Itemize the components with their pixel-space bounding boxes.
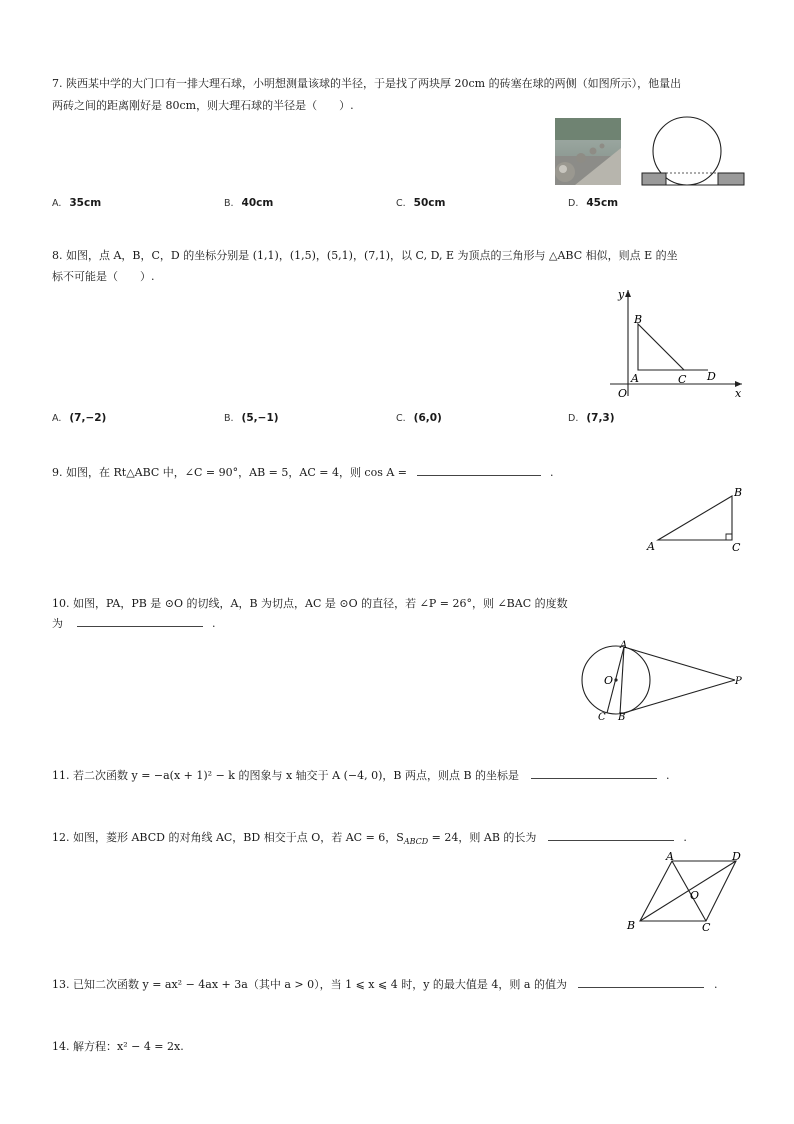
q7-option-c[interactable] — [396, 196, 445, 209]
q10-label-c: C — [598, 712, 606, 723]
q9-answer-blank[interactable] — [417, 463, 541, 476]
q10-label-b: B — [618, 712, 626, 723]
q12-text: 12. 如图，菱形 ABCD 的对角线 AC，BD 相交于点 O，若 AC = 6，S — [52, 831, 404, 844]
q13-answer-blank[interactable] — [578, 975, 704, 988]
q8-option-d[interactable] — [568, 411, 615, 424]
q12-label-b: B — [627, 919, 636, 932]
q13-end: . — [713, 978, 718, 991]
q8-label-c: C — [678, 373, 687, 386]
q11-text: 11. 若二次函数 y = −a(x + 1)² − k 的图象与 x 轴交于 A (−4, 0)，B 两点，则点 B 的坐标是 — [52, 769, 520, 782]
q7-option-b[interactable] — [224, 196, 273, 209]
q10-end: . — [212, 617, 216, 630]
option-value: 50cm — [413, 197, 446, 209]
q11-stem — [52, 765, 670, 787]
q12-figure-rhombus — [624, 851, 746, 935]
q14-stem: 14. 解方程：x² − 4 = 2x. — [52, 1040, 184, 1053]
q8-label-o: O — [618, 387, 628, 400]
q11-answer-blank[interactable] — [531, 766, 657, 779]
option-letter: C. — [396, 198, 406, 209]
q8-label-x: x — [735, 387, 742, 400]
option-value: (7,3) — [586, 412, 615, 424]
option-value: (7,−2) — [69, 412, 107, 424]
option-letter: B. — [224, 198, 234, 209]
option-letter: C. — [396, 413, 406, 424]
q10-answer-blank[interactable] — [77, 614, 203, 627]
q8-label-y: y — [618, 288, 625, 301]
q9-label-a: A — [647, 540, 655, 553]
q7-option-d[interactable] — [568, 196, 618, 209]
q11-end: . — [666, 769, 670, 782]
q8-label-b: B — [634, 313, 643, 326]
q10-text: 为 — [52, 617, 63, 630]
option-letter: D. — [568, 413, 579, 424]
q10-stem-line2 — [52, 613, 216, 635]
q10-stem-line1: 10. 如图，PA，PB 是 ⊙O 的切线，A，B 为切点，AC 是 ⊙O 的直径，若 ∠P = 26°，则 ∠BAC 的度数 — [52, 597, 568, 610]
q12-text2: = 24，则 AB 的长为 — [428, 831, 537, 844]
q12-label-o: O — [690, 889, 700, 902]
q8-option-a[interactable] — [52, 411, 106, 424]
q7-photo-marble-balls — [555, 118, 621, 185]
q12-area-subscript: ABCD — [403, 837, 429, 847]
q12-stem — [52, 827, 687, 853]
q10-label-p: P — [735, 676, 742, 687]
q7-stem-line2: 两砖之间的距离刚好是 80cm，则大理石球的半径是（ ）. — [52, 99, 354, 112]
q7-figure-ball-bricks — [641, 116, 745, 188]
q9-figure-right-triangle — [646, 484, 746, 554]
q12-label-c: C — [702, 921, 711, 934]
q9-stem — [52, 462, 554, 484]
q10-label-o: O — [604, 674, 614, 687]
q13-stem — [52, 974, 717, 996]
q12-label-d: D — [732, 851, 741, 863]
option-letter: A. — [52, 198, 62, 209]
q10-figure-circle-tangents — [580, 638, 746, 724]
q9-label-b: B — [734, 486, 743, 499]
q8-stem-line2: 标不可能是（ ）. — [52, 270, 155, 283]
q8-figure-coordinate-triangle — [604, 286, 746, 402]
option-value: (5,−1) — [241, 412, 279, 424]
q12-end: . — [683, 831, 687, 844]
option-value: 40cm — [241, 197, 274, 209]
option-letter: B. — [224, 413, 234, 424]
q7-stem-line1: 7. 陕西某中学的大门口有一排大理石球，小明想测量该球的半径，于是找了两块厚 20cm 的砖塞在球的两侧（如图所示），他量出 — [52, 77, 682, 90]
option-value: 35cm — [69, 197, 102, 209]
q12-answer-blank[interactable] — [548, 828, 674, 841]
q10-label-a: A — [620, 640, 628, 651]
q7-option-a[interactable] — [52, 196, 101, 209]
q8-stem-line1: 8. 如图，点 A，B，C，D 的坐标分别是 (1,1)，(1,5)，(5,1)，(7,1)，以 C, D, E 为顶点的三角形与 △ABC 相似，则点 E 的坐 — [52, 249, 678, 262]
q13-text: 13. 已知二次函数 y = ax² − 4ax + 3a（其中 a > 0），当 1 ⩽ x ⩽ 4 时，y 的最大值是 4，则 a 的值为 — [52, 978, 567, 991]
option-letter: D. — [568, 198, 579, 209]
q9-end: . — [550, 466, 554, 479]
q8-option-b[interactable] — [224, 411, 279, 424]
q12-label-a: A — [666, 851, 674, 863]
q9-text: 9. 如图，在 Rt△ABC 中，∠C = 90°，AB = 5，AC = 4，则 cos A = — [52, 466, 408, 479]
q8-label-d: D — [707, 370, 716, 383]
q8-option-c[interactable] — [396, 411, 442, 424]
q8-label-a: A — [631, 372, 639, 385]
option-value: 45cm — [586, 197, 619, 209]
option-value: (6,0) — [413, 412, 442, 424]
option-letter: A. — [52, 413, 62, 424]
q9-label-c: C — [732, 541, 741, 554]
